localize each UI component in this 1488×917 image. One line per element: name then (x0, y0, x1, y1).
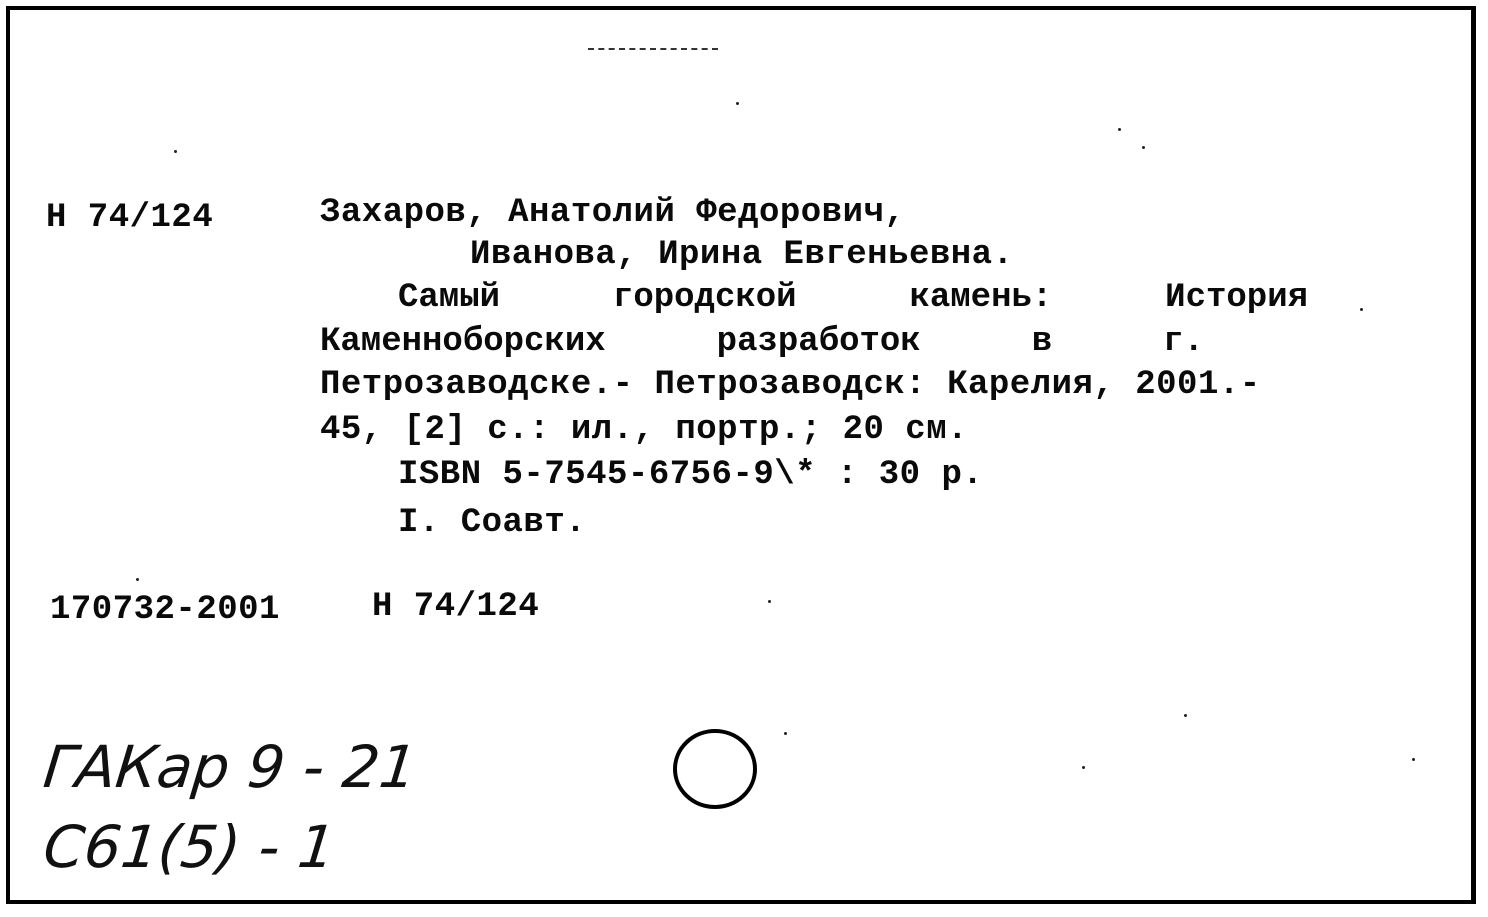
title-word: городской (612, 279, 797, 317)
added-entry: I. Соавт. (398, 504, 587, 542)
title-word: в (1031, 323, 1053, 361)
speck (768, 600, 771, 603)
shelf-mark: Н 74/124 (46, 199, 214, 237)
speck (1142, 146, 1145, 149)
title-word: камень: (909, 279, 1053, 317)
handwritten-classification: С61(5) - 1 (40, 813, 339, 881)
handwritten-archive-code: ГАКар 9 - 21 (40, 733, 421, 801)
title-word: История (1165, 279, 1308, 317)
speck (1360, 308, 1363, 311)
title-word: разработок (716, 323, 921, 361)
record-shelf-mark: Н 74/124 (372, 588, 540, 626)
isbn-line: ISBN 5-7545-6756-9\* : 30 р. (398, 456, 984, 494)
speck (136, 578, 139, 581)
circle-stamp-icon (672, 728, 758, 810)
title-word: Каменноборских (320, 323, 606, 361)
title-line-4: 45, [2] с.: ил., портр.; 20 см. (320, 411, 969, 449)
speck (1184, 714, 1187, 717)
title-word: г. (1163, 323, 1204, 361)
title-line-1 (398, 281, 1308, 315)
title-line-3: Петрозаводске.- Петрозаводск: Карелия, 2001.- (320, 366, 1261, 404)
speck (1118, 128, 1121, 131)
coauthor-line: Иванова, Ирина Евгеньевна. (470, 236, 1014, 274)
speck (1082, 766, 1085, 769)
title-word: Самый (398, 279, 501, 317)
author-line: Захаров, Анатолий Федорович, (320, 194, 906, 232)
speck (736, 102, 739, 105)
top-divider (588, 48, 718, 50)
speck (174, 150, 177, 153)
speck (784, 732, 787, 735)
title-line-2 (320, 325, 1204, 359)
speck (1412, 758, 1415, 761)
record-number: 170732-2001 (50, 591, 280, 629)
